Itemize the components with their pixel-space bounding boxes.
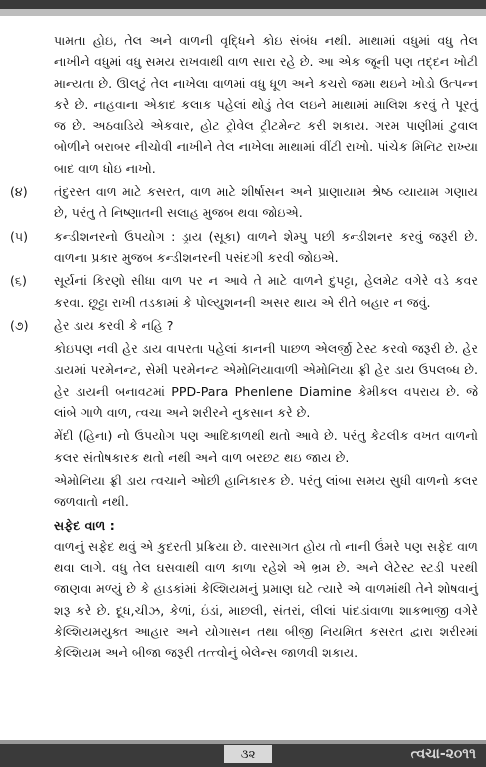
article-body: [10, 30, 478, 666]
subheading-white-hair: સફેદ વાળ :: [54, 517, 115, 533]
paragraph-ammonia-free: એમોનિયા ફ્રી ડાય ત્વચાને ઓછી હાનિકારક છે. પરંતુ લાંબા સમય સુધી વાળનો કલર જળવાતો નથી.: [54, 472, 478, 510]
paragraph-oil-myth: પામતા હોઇ, તેલ અને વાળની વૃદ્ધિને કોઇ સંબંધ નથી. માથામાં વધુમાં વધુ તેલ નાખીને વધુમાં વધુ સમય રાખવાથી વાળ સારા રહે છે. આ એક જૂની પણ તદ્દન ખોટી માન્યતા છે. ઊલટું તેલ નાખેલા વાળમાં વધુ ધૂળ અને કચરો જમા થઇને ખોડો ઉત્પન્ન કરે છે. નાહવાના એકાદ કલાક પહેલાં થોડું તેલ લઇને માથામાં માલિશ કરવું તે પૂરતું જ છે. અઠવાડિયે એકવાર, હોટ ટ્રોવેલ ટ્રીટમેન્ટ કરી શકાય. ગરમ પાણીમાં ટુવાલ બોળીને બરાબર નીચોવી નાખીને તેલ નાખેલા માથામાં વીંટી રાખો. પાંચેક મિનિટ રાખ્યા બાદ વાળ ધોઇ નાખો.: [54, 33, 478, 176]
list-item-text: સૂર્યનાં કિરણો સીધા વાળ પર ન આવે તે માટે વાળને દુપટ્ટા, હેલમેટ વગેરે વડે કવર કરવા. છૂટ્ટા રાખી તડકામાં કે પોલ્યુશનની અસર થાય એ રીતે બહાર ન જવું.: [54, 273, 478, 310]
list-item-text: તંદુરસ્ત વાળ માટે કસરત, વાળ માટે શીર્ષાસન અને પ્રાણાયામ શ્રેષ્ઠ વ્યાયામ ગણાય છે, પરંતુ તે નિષ્ણાતની સલાહ મુજબ થવા જોઇએ.: [54, 184, 478, 221]
list-item-number: (૭): [10, 317, 29, 333]
paragraph-dye-allergy: કોઇપણ નવી હેર ડાય વાપરતા પહેલાં કાનની પાછળ એલર્જી ટેસ્ટ કરવો જરૂરી છે. હેર ડાયમાં પરમેનન્ટ, સેમી પરમેનન્ટ એમોનિયાવાળી એમોનિયા ફ્રી હેર ડાય ઉપલબ્ધ છે. હેર ડાયની બનાવટમાં PPD-Para Phenlene Diamine કેમીકલ વપરાય છે. જે લાંબે ગાળે વાળ, ત્વચા અને શરીરને નુકસાન કરે છે.: [54, 341, 478, 421]
top-bar-light-stripe: [0, 9, 486, 16]
list-item-hair-dye: [10, 315, 478, 336]
top-bar-dark-stripe: [0, 0, 486, 9]
list-item-conditioner: [10, 226, 478, 269]
list-item-exercise: [10, 181, 478, 224]
paragraph-white-hair: વાળનું સફેદ થવું એ કુદરતી પ્રક્રિયા છે. વારસાગત હોય તો નાની ઉંમરે પણ સફેદ વાળ થવા લાગે. વધુ તેલ ઘસવાથી વાળ કાળા રહેશે એ ભ્રમ છે. અને લેટેસ્ટ સ્ટડી પરથી જાણવા મળ્યું છે કે હાડકાંમાં કેલ્શિયમનું પ્રમાણ ઘટે ત્યારે એ વાળમાંથી તેને શોષવાનું શરૂ કરે છે. દૂધ,ચીઝ, કેળાં, ઇંડાં, માછલી, સંતરાં, લીલાં પાંદડાંવાળા શાકભાજી વગેરે કેલ્શિયમયુક્ત આહાર અને યોગાસન તથા બીજી નિયમિત કસરત દ્વારા શરીરમાં કેલ્શિયમ અને બીજા જરૂરી તત્ત્વોનું બેલેન્સ જાળવી શકાય.: [54, 538, 478, 661]
footer-bar: [0, 740, 486, 767]
list-item-text: કન્ડીશનરનો ઉપયોગ : ડ્રાય (સૂકા) વાળને શેમ્પુ પછી કન્ડીશનર કરવું જરૂરી છે. વાળના પ્રકાર મુજબ કન્ડીશનરની પસંદગી કરવી જોઇએ.: [54, 228, 478, 265]
list-item-number: (૫): [10, 228, 29, 244]
paragraph-henna: મેંદી (હિના) નો ઉપયોગ પણ આદિકાળથી થતો આવે છે. પરંતુ કેટલીક વખત વાળનો કલર સંતોષકારક થતો નથી અને વાળ બરછટ થઇ જાય છે.: [54, 428, 478, 465]
footer-title: ત્વચા-૨૦૧૧: [410, 746, 476, 762]
page-number: ૩૨: [224, 745, 272, 763]
list-item-text: હેર ડાય કરવી કે નહિ ?: [54, 317, 174, 333]
list-item-number: (૪): [10, 184, 28, 200]
list-item-sun-protection: [10, 270, 478, 313]
top-decorative-bar: [0, 0, 486, 22]
list-item-number: (૬): [10, 273, 27, 289]
